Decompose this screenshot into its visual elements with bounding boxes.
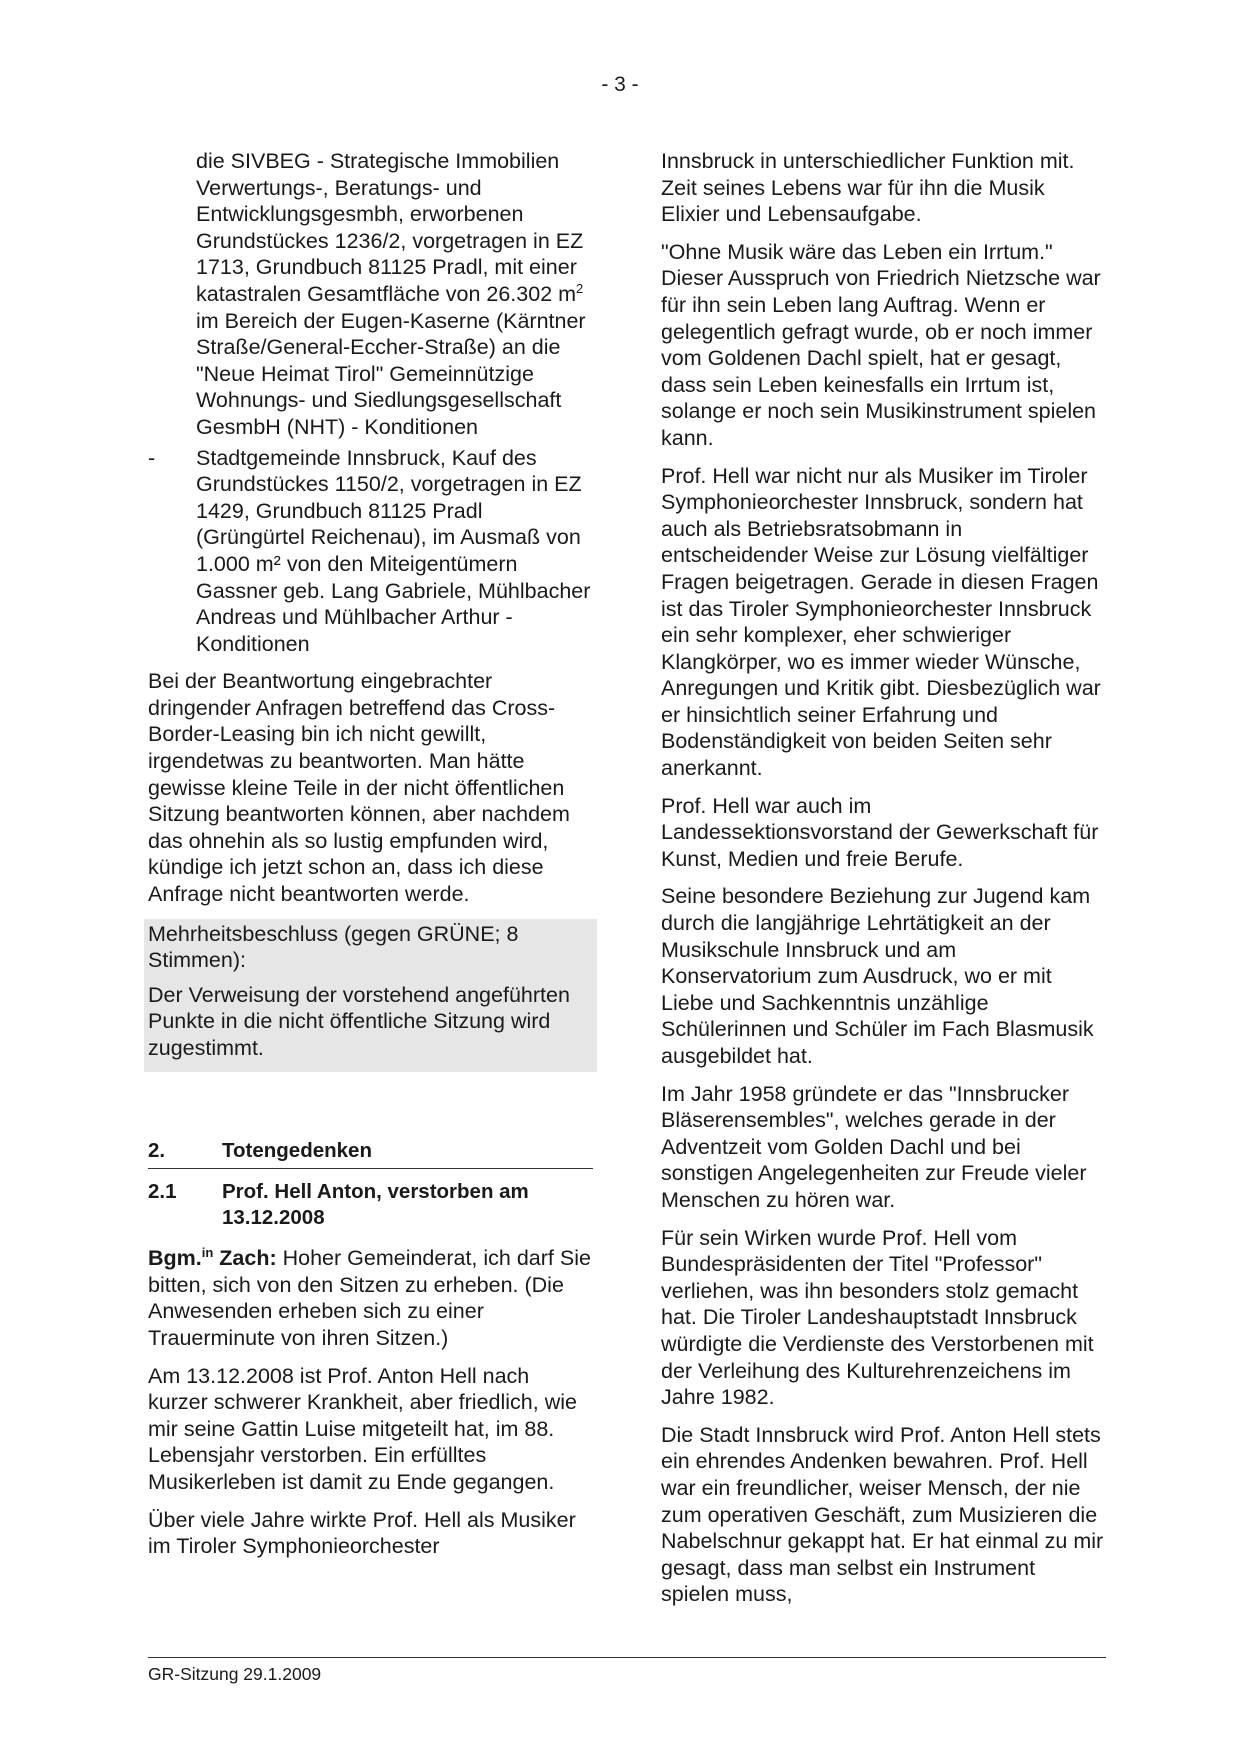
left-column [148, 148, 593, 1571]
death-paragraph: Am 13.12.2008 ist Prof. Anton Hell nach kurzer schwerer Krankheit, aber friedlich, wie mir seine Gattin Luise mitgeteilt hat, im 88. Lebensjahr verstorben. Ein erfülltes Musikerleben ist damit zu Ende gegangen. [148, 1363, 577, 1494]
paragraph: Für sein Wirken wurde Prof. Hell vom Bundespräsidenten der Titel "Professor" verliehen, was ihn besonders stolz gemacht hat. Die Tiroler Landeshauptstadt Innsbruck würdigte die Verdienste des Verstorbenen mit der Verleihung des Kulturehrenzeichens im Jahre 1982. [661, 1225, 1094, 1410]
dash-bullet: - [148, 445, 156, 470]
right-column [661, 148, 1106, 1619]
footer-text: GR-Sitzung 29.1.2009 [148, 1664, 322, 1684]
speech-paragraph: Bgm.$^{in}$ Zach: Hoher Gemeinderat, ich darf Sie bitten, sich von den Sitzen zu erheben. (Die Anwesenden erheben sich zu einer Trauerminute von ihren Sitzen.) [148, 1245, 591, 1350]
paragraph: Innsbruck in unterschiedlicher Funktion mit. Zeit seines Lebens war für ihn die Musik Elixier und Lebensaufgabe. [661, 149, 1075, 227]
page-number: - 3 - [601, 73, 639, 96]
career-paragraph: Über viele Jahre wirkte Prof. Hell als Musiker im Tiroler Symphonieorchester [148, 1507, 576, 1559]
paragraph: Die Stadt Innsbruck wird Prof. Anton Hell stets ein ehrendes Andenken bewahren. Prof. Hell war ein freundlicher, weiser Mensch, der nie zum operativen Geschäft, zum Musizieren die Nabelschnur gekappt hat. Er hat einmal zu mir gesagt, dass man selbst ein Instrument spielen muss, [661, 1422, 1104, 1607]
answer-paragraph: Bei der Beantwortung eingebrachter dringender Anfragen betreffend das Cross-Border-Leasing bin ich nicht gewillt, irgendetwas zu beantworten. Man hätte gewisse kleine Teile in der nicht öffentlichen Sitzung beantworten können, aber nachdem das ohnehin als so lustig empfunden wird, kündige ich jetzt schon an, dass ich diese Anfrage nicht beantworten werde. [148, 669, 570, 907]
paragraph: Prof. Hell war auch im Landessektionsvorstand der Gewerkschaft für Kunst, Medien und freie Berufe. [661, 793, 1099, 871]
paragraph: "Ohne Musik wäre das Leben ein Irrtum." Dieser Ausspruch von Friedrich Nietzsche war für ihn sein Leben lang Auftrag. Wenn er gelegentlich gefragt wurde, ob er noch immer vom Goldenen Dachl spielt, hat er gesagt, dass sein Leben keinesfalls ein Irrtum ist, solange er noch sein Musikinstrument spielen kann. [661, 239, 1101, 450]
paragraph: Prof. Hell war nicht nur als Musiker im Tiroler Symphonieorchester Innsbruck, sondern hat auch als Betriebsratsobmann in entscheidender Weise zur Lösung vielfältiger Fragen beigetragen. Gerade in diesen Fragen ist das Tiroler Symphonieorchester Innsbruck ein sehr komplexer, eher schwieriger Klangkörper, wo es immer wieder Wünsche, Anregungen und Kritik gibt. Diesbezüglich war er hinsichtlich seiner Erfahrung und Bodenständigkeit von beiden Seiten sehr anerkannt. [661, 463, 1101, 781]
property-item-stadtgemeinde: - Stadtgemeinde Innsbruck, Kauf des Grundstückes 1150/2, vorgetragen in EZ 1429, Grundbuch 81125 Pradl (Grüngürtel Reichenau), im Ausmaß von 1.000 m² von den Miteigentümern Gassner geb. Lang Gabriele, Mühlbacher Andreas und Mühlbacher Arthur - Konditionen [148, 445, 591, 656]
speaker-label: Bgm.$^{in}$ Zach: [148, 1245, 277, 1271]
paragraph: Seine besondere Beziehung zur Jugend kam durch die langjährige Lehrtätigkeit an der Musikschule Innsbruck und am Konservatorium zum Ausdruck, wo er mit Liebe und Sachkenntnis unzählige Schülerinnen und Schüler im Fach Blasmusik ausgebildet hat. [661, 884, 1094, 1068]
resolution-box [144, 919, 597, 1072]
footer-divider [148, 1657, 1106, 1658]
resolution-text: Der Verweisung der vorstehend angeführten Punkte in die nicht öffentliche Sitzung wird zugestimmt. [148, 982, 570, 1060]
resolution-vote: Mehrheitsbeschluss (gegen GRÜNE; 8 Stimmen): [148, 921, 519, 973]
section-heading: 2. Totengedenken [148, 1138, 593, 1170]
property-item-sivbeg: die SIVBEG - Strategische Immobilien Verwertungs-, Beratungs- und Entwicklungsgesmbh, erworbenen Grundstückes 1236/2, vorgetragen in EZ 1713, Grundbuch 81125 Pradl, mit einer katastralen Gesamtfläche von 26.302 $m^2$ im Bereich der Eugen-Kaserne (Kärntner Straße/General-Eccher-Straße) an die "Neue Heimat Tirol" Gemeinnützige Wohnungs- und Siedlungsgesellschaft GesmbH (NHT) - Konditionen [196, 149, 586, 439]
subsection-heading: 2.1 Prof. Hell Anton, verstorben am 13.12.2008 [148, 1180, 529, 1230]
paragraph: Im Jahr 1958 gründete er das "Innsbrucker Bläserensembles", welches gerade in der Adventzeit vom Golden Dachl und bei sonstigen Angelegenheiten zur Freude vieler Menschen zu hören war. [661, 1081, 1087, 1212]
